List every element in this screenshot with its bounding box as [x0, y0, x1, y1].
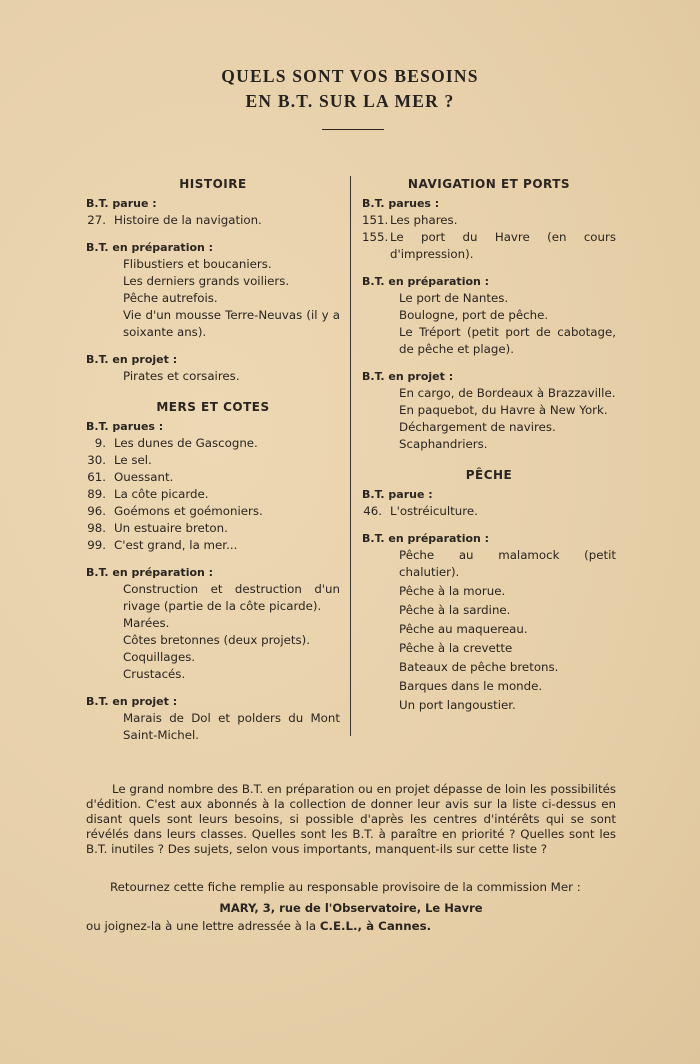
label-en-preparation: B.T. en préparation :	[86, 566, 214, 579]
label-en-projet: B.T. en projet :	[86, 353, 178, 366]
item-text: Les phares.	[390, 213, 458, 227]
list-item: Marées.	[123, 616, 170, 630]
list-item: Construction et destruction d'un rivage (partie de la côte picarde).	[123, 582, 340, 613]
list-item: Flibustiers et boucaniers.	[123, 257, 272, 271]
list-item	[86, 520, 340, 537]
label-parues: B.T. parues :	[362, 197, 440, 210]
list-item: Scaphandriers.	[399, 437, 488, 451]
label-parue: B.T. parue :	[362, 488, 433, 501]
title-divider	[322, 129, 384, 130]
list-item: Un port langoustier.	[399, 698, 516, 712]
item-number: 27.	[87, 213, 106, 227]
item-text: Un estuaire breton.	[114, 521, 228, 535]
list-item: Pêche au malamock (petit chalutier).	[399, 548, 616, 579]
item-text: Le port du Havre (en cours d'impression).	[390, 230, 616, 261]
address-line: MARY, 3, rue de l'Observatoire, Le Havre	[219, 901, 483, 915]
list-item	[86, 212, 340, 229]
item-number: 99.	[87, 538, 106, 552]
list-item	[86, 537, 340, 554]
list-item: Les derniers grands voiliers.	[123, 274, 290, 288]
list-item: Le Tréport (petit port de cabotage, de pêche et plage).	[399, 325, 616, 356]
list-item: Pêche à la crevette	[399, 641, 513, 655]
label-en-preparation: B.T. en préparation :	[86, 241, 214, 254]
list-item: Pêche à la sardine.	[399, 603, 511, 617]
item-text: Ouessant.	[114, 470, 174, 484]
item-number: 61.	[87, 470, 106, 484]
page-title-line-2: EN B.T. SUR LA MER ?	[245, 91, 455, 111]
section-heading-peche: PÊCHE	[465, 468, 513, 482]
item-text: Histoire de la navigation.	[114, 213, 262, 227]
item-text: C'est grand, la mer...	[114, 538, 238, 552]
label-en-preparation: B.T. en préparation :	[362, 275, 490, 288]
list-item: Bateaux de pêche bretons.	[399, 660, 559, 674]
item-number: 96.	[87, 504, 106, 518]
list-item	[86, 469, 340, 486]
list-item: Barques dans le monde.	[399, 679, 543, 693]
return-instruction: Retournez cette fiche remplie au responsable provisoire de la commission Mer :	[110, 880, 581, 894]
list-item	[86, 486, 340, 503]
right-column	[362, 176, 616, 714]
list-item: Pêche au maquereau.	[399, 622, 528, 636]
column-divider	[350, 176, 351, 736]
section-heading-histoire: HISTOIRE	[179, 177, 247, 191]
list-item: Coquillages.	[123, 650, 196, 664]
list-item: Boulogne, port de pêche.	[399, 308, 549, 322]
list-item: Pêche à la morue.	[399, 584, 506, 598]
label-parues: B.T. parues :	[86, 420, 164, 433]
cel-line	[86, 919, 616, 934]
item-number: 98.	[87, 521, 106, 535]
item-number: 155.	[362, 230, 389, 244]
label-en-projet: B.T. en projet :	[86, 695, 178, 708]
closing-paragraph: Le grand nombre des B.T. en préparation ou en projet dépasse de loin les possibilités d'édition. C'est aux abonnés à la collection de donner leur avis sur la liste ci-dessus en disant quels sont leurs besoins, si possible d'après les centres d'intérêts qui se sont révélés dans leurs classes. Quelles sont les B.T. à paraître en priorité ? Quelles sont les B.T. inutiles ? Des sujets, selon vous importants, manquent-ils sur cette liste ?	[86, 782, 616, 856]
item-number: 151.	[362, 213, 389, 227]
list-item	[362, 212, 616, 229]
item-number: 46.	[363, 504, 382, 518]
list-item: Côtes bretonnes (deux projets).	[123, 633, 311, 647]
item-number: 9.	[94, 436, 106, 450]
item-text: L'ostréiculture.	[390, 504, 478, 518]
list-item: Pêche autrefois.	[123, 291, 218, 305]
item-text: Les dunes de Gascogne.	[114, 436, 258, 450]
list-item: Le port de Nantes.	[399, 291, 509, 305]
left-column	[86, 176, 340, 744]
list-item: En cargo, de Bordeaux à Brazzaville.	[399, 386, 616, 400]
list-item	[362, 229, 616, 263]
list-item: En paquebot, du Havre à New York.	[399, 403, 608, 417]
list-item	[86, 435, 340, 452]
item-number: 30.	[87, 453, 106, 467]
list-item	[86, 503, 340, 520]
label-en-projet: B.T. en projet :	[362, 370, 454, 383]
item-text: La côte picarde.	[114, 487, 209, 501]
cel-line-bold: C.E.L., à Cannes.	[319, 919, 432, 933]
item-text: Goémons et goémoniers.	[114, 504, 263, 518]
list-item	[362, 503, 616, 520]
list-item: Pirates et corsaires.	[123, 369, 240, 383]
label-parue: B.T. parue :	[86, 197, 157, 210]
item-text: Le sel.	[114, 453, 152, 467]
list-item	[86, 452, 340, 469]
list-item: Crustacés.	[123, 667, 186, 681]
page-title-line-1: QUELS SONT VOS BESOINS	[221, 66, 479, 86]
list-item: Déchargement de navires.	[399, 420, 556, 434]
label-en-preparation: B.T. en préparation :	[362, 532, 490, 545]
section-heading-mers-et-cotes: MERS ET COTES	[156, 400, 270, 414]
item-number: 89.	[87, 487, 106, 501]
list-item: Vie d'un mousse Terre-Neuvas (il y a soixante ans).	[123, 308, 340, 339]
cel-line-text: ou joignez-la à une lettre adressée à la	[86, 919, 317, 933]
list-item: Marais de Dol et polders du Mont Saint-Michel.	[123, 711, 340, 742]
section-heading-navigation-et-ports: NAVIGATION ET PORTS	[407, 177, 571, 191]
